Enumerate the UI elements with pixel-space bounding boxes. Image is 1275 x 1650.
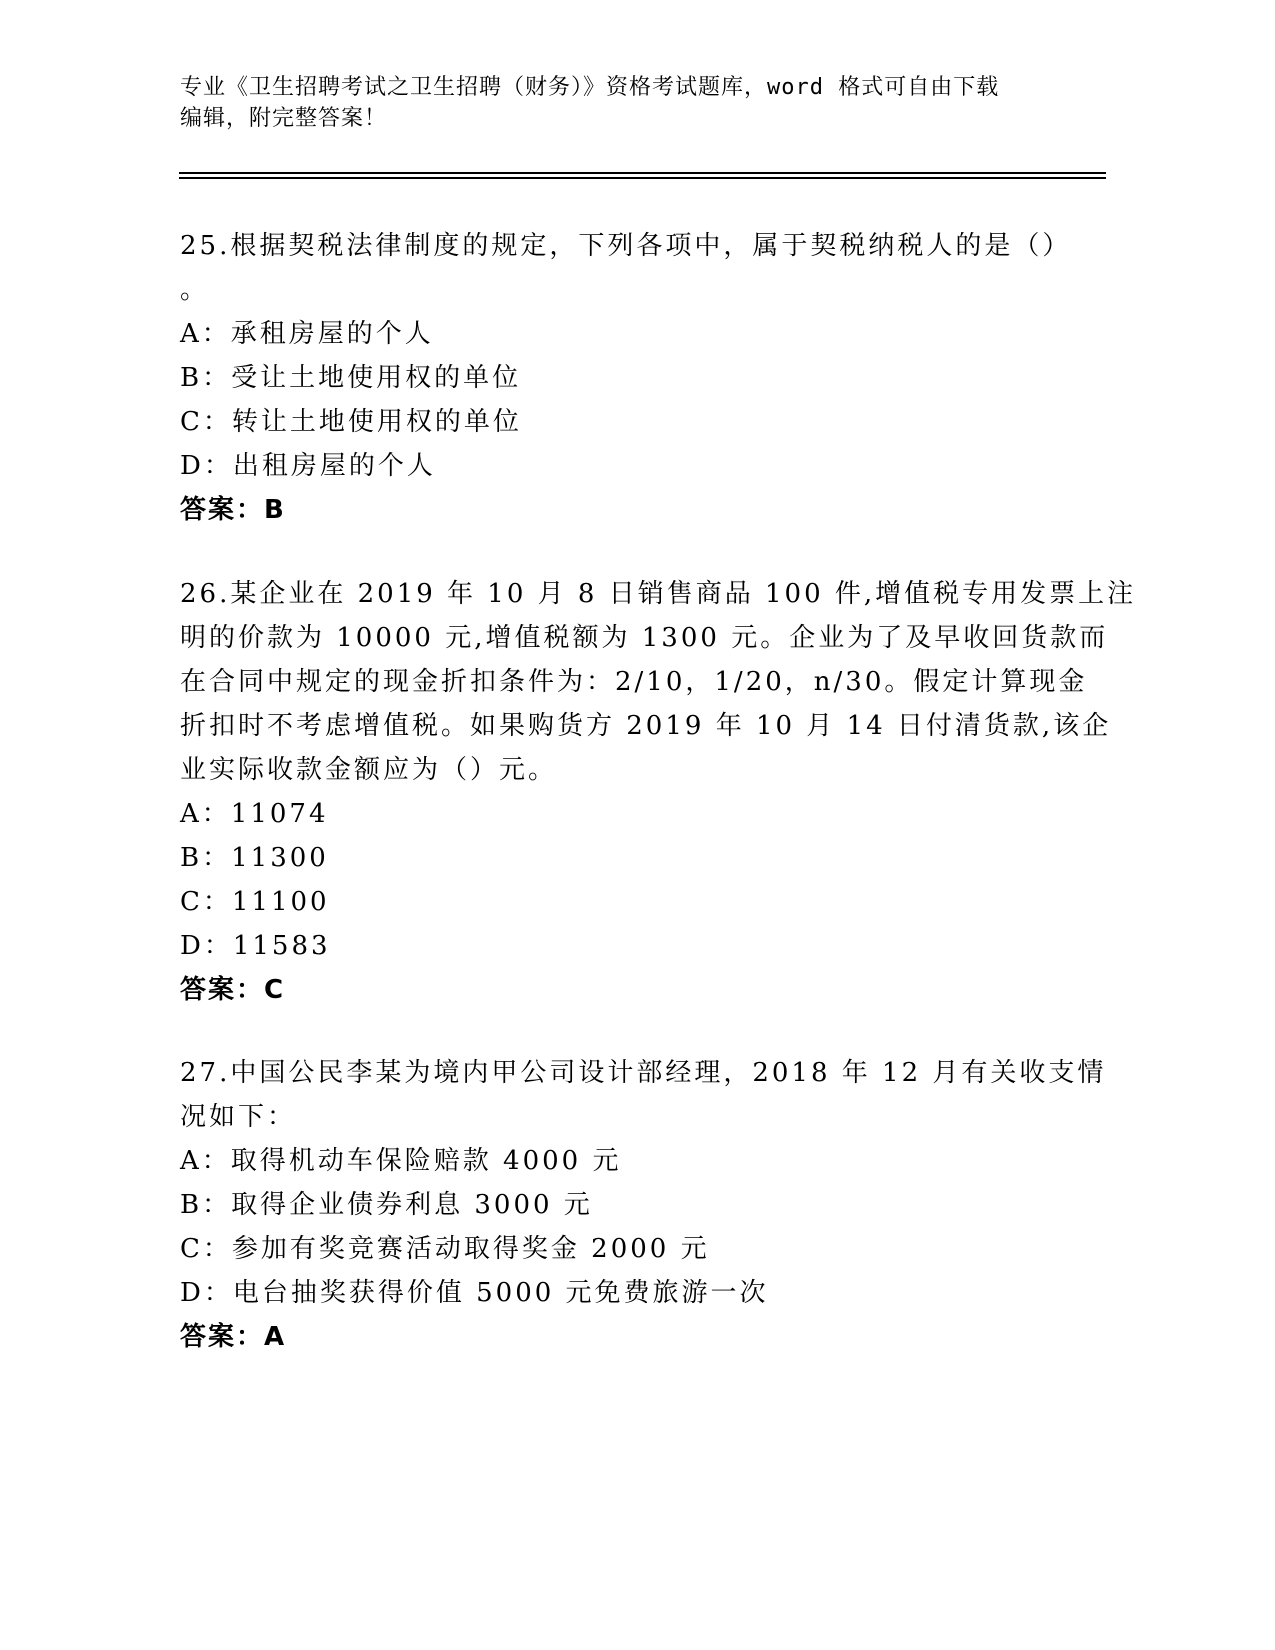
header-line-1: 专业《卫生招聘考试之卫生招聘（财务）》资格考试题库，word 格式可自由下载 xyxy=(180,75,1000,100)
option-d: D：11583 xyxy=(180,931,331,961)
question-text-line: 明的价款为 10000 元,增值税额为 1300 元。企业为了及早收回货款而 xyxy=(180,623,1109,653)
option-c: C：11100 xyxy=(180,887,330,917)
answer-line: 答案：B xyxy=(180,495,286,525)
answer-line: 答案：A xyxy=(180,1322,287,1352)
answer-line: 答案：C xyxy=(180,975,286,1005)
header-line-2: 编辑，附完整答案！ xyxy=(180,106,388,131)
option-b: B：受让土地使用权的单位 xyxy=(180,363,522,393)
question-text-line: 27.中国公民李某为境内甲公司设计部经理，2018 年 12 月有关收支情 xyxy=(180,1058,1107,1088)
question-text-line: 折扣时不考虑增值税。如果购货方 2019 年 10 月 14 日付清货款,该企 xyxy=(180,711,1112,741)
question-text-line: 况如下： xyxy=(180,1102,297,1132)
header-divider-bottom xyxy=(179,177,1106,179)
document-header xyxy=(180,72,1080,134)
question-text-line: 25.根据契税法律制度的规定，下列各项中，属于契税纳税人的是（） xyxy=(180,231,1072,261)
question-25 xyxy=(180,224,1072,532)
question-text-line: 在合同中规定的现金折扣条件为：2/10，1/20，n/30。假定计算现金 xyxy=(180,667,1088,697)
question-text-line: 。 xyxy=(180,275,210,305)
option-d: D：电台抽奖获得价值 5000 元免费旅游一次 xyxy=(180,1278,769,1308)
option-c: C：参加有奖竞赛活动取得奖金 2000 元 xyxy=(180,1234,710,1264)
option-d: D：出租房屋的个人 xyxy=(180,451,436,481)
option-c: C：转让土地使用权的单位 xyxy=(180,407,522,437)
option-b: B：取得企业债券利息 3000 元 xyxy=(180,1190,593,1220)
option-a: A：取得机动车保险赔款 4000 元 xyxy=(180,1146,622,1176)
option-a: A：11074 xyxy=(180,799,329,829)
header-divider-top xyxy=(179,172,1106,174)
question-26 xyxy=(180,572,1137,1012)
question-text-line: 26.某企业在 2019 年 10 月 8 日销售商品 100 件,增值税专用发票上注 xyxy=(180,579,1137,609)
question-27 xyxy=(180,1051,1107,1359)
question-text-line: 业实际收款金额应为（）元。 xyxy=(180,755,558,785)
option-b: B：11300 xyxy=(180,843,329,873)
option-a: A：承租房屋的个人 xyxy=(180,319,434,349)
